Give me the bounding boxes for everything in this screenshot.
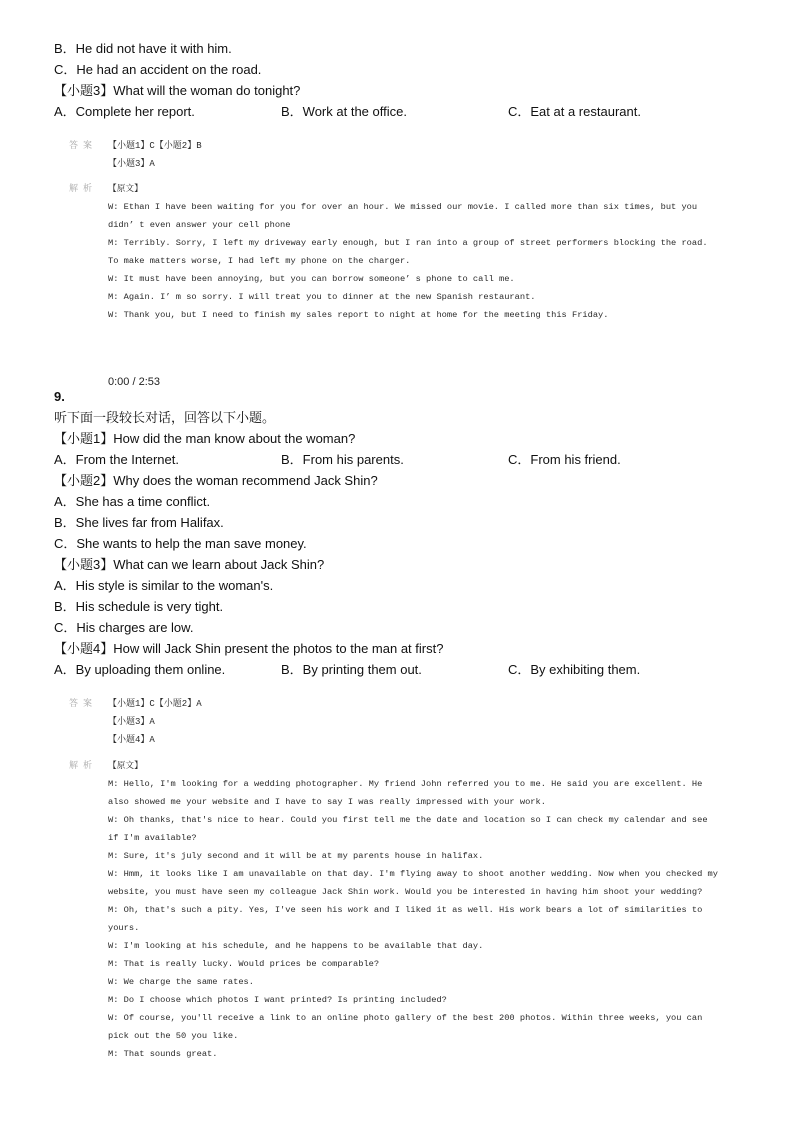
q8-sub3-options [54, 101, 641, 122]
q9-sub1-option-a: A．From the Internet. [54, 452, 179, 467]
transcript-line: website, you must have seen my colleague Jack Shin work. Would you be interested in having him shoot your wedding? [108, 887, 703, 897]
q9-sub4-options [54, 659, 640, 680]
q8-transcript-heading: 【原文】 [108, 184, 143, 194]
audio-time: 0:00 / 2:53 [108, 376, 160, 388]
q9-sub1-option-c: C．From his friend. [508, 452, 621, 467]
transcript-line: W: I'm looking at his schedule, and he happens to be available that day. [108, 941, 484, 951]
q9-sub2-question: 【小题2】Why does the woman recommend Jack Shin? [54, 473, 378, 488]
q9-sub4-option-a: A．By uploading them online. [54, 662, 226, 677]
q9-sub1-options [54, 449, 640, 470]
transcript-line: M: Again. I’ m so sorry. I will treat you to dinner at the new Spanish restaurant. [108, 292, 536, 302]
transcript-line: W: Of course, you'll receive a link to an online photo gallery of the best 200 photos. Within three weeks, you can [108, 1013, 703, 1023]
q9-answer-line: 【小题1】C【小题2】A [108, 699, 202, 709]
transcript-line: To make matters worse, I had left my phone on the charger. [108, 256, 411, 266]
q9-sub1-option-b: B．From his parents. [281, 452, 404, 467]
q8-answer-label: 答案 [69, 141, 98, 151]
q9-sub2-option-c: C．She wants to help the man save money. [54, 536, 307, 551]
q9-answer-block [108, 695, 202, 749]
transcript-line: W: It must have been annoying, but you can borrow someone’ s phone to call me. [108, 274, 515, 284]
q9 [54, 386, 640, 680]
q8-option-c: C．He had an accident on the road. [54, 62, 262, 77]
transcript-line: W: Thank you, but I need to finish my sales report to night at home for the meeting this Friday. [108, 310, 609, 320]
transcript-line: also showed me your website and I have to say I was really impressed with your work. [108, 797, 546, 807]
transcript-line: yours. [108, 923, 140, 933]
q9-sub2-option-a: A．She has a time conflict. [54, 494, 211, 509]
transcript-line: M: Do I choose which photos I want printed? Is printing included? [108, 995, 447, 1005]
transcript-line: pick out the 50 you like. [108, 1031, 239, 1041]
transcript-line: didn’ t even answer your cell phone [108, 220, 291, 230]
q8-answer-line: 【小题3】A [108, 159, 155, 169]
transcript-line: M: Sure, it's july second and it will be at my parents house in halifax. [108, 851, 484, 861]
transcript-line: M: Hello, I'm looking for a wedding photographer. My friend John referred you to me. He said you are excellent. He [108, 779, 703, 789]
transcript-line: M: That sounds great. [108, 1049, 218, 1059]
q9-sub3-question: 【小题3】What can we learn about Jack Shin? [54, 557, 325, 572]
q9-sub3-option-c: C．His charges are low. [54, 620, 194, 635]
q9-sub3-option-b: B．His schedule is very tight. [54, 599, 224, 614]
transcript-line: W: Oh thanks, that's nice to hear. Could you first tell me the date and location so I can check my calendar and see [108, 815, 708, 825]
q8-answer-block [108, 137, 202, 173]
q8-sub3-question: 【小题3】What will the woman do tonight? [54, 83, 301, 98]
q8-analysis-label: 解析 [69, 184, 98, 194]
q9-sub4-option-b: B．By printing them out. [281, 662, 422, 677]
q8-answer-line: 【小题1】C【小题2】B [108, 141, 202, 151]
q9-answer-line: 【小题4】A [108, 735, 155, 745]
q8-option-b: B．He did not have it with him. [54, 41, 232, 56]
q9-answer-label: 答案 [69, 699, 98, 709]
q9-sub2-option-b: B．She lives far from Halifax. [54, 515, 224, 530]
q9-instruction: 听下面一段较长对话，回答以下小题。 [54, 410, 276, 425]
q9-sub4-question: 【小题4】How will Jack Shin present the photos to the man at first? [54, 641, 444, 656]
transcript-line: W: Ethan I have been waiting for you for over an hour. We missed our movie. I called more than six times, but you [108, 202, 698, 212]
q9-sub4-option-c: C．By exhibiting them. [508, 662, 641, 677]
q8-sub3-option-c: C．Eat at a restaurant. [508, 104, 641, 119]
transcript-line: M: That is really lucky. Would prices be comparable? [108, 959, 380, 969]
q9-transcript [108, 757, 718, 1063]
q8-sub3-option-b: B．Work at the office. [281, 104, 407, 119]
transcript-line: M: Oh, that's such a pity. Yes, I've seen his work and I liked it as well. His work bears a lot of similarities to [108, 905, 703, 915]
q9-sub3-option-a: A．His style is similar to the woman's. [54, 578, 274, 593]
q8-transcript [108, 180, 708, 324]
transcript-line: M: Terribly. Sorry, I left my driveway early enough, but I ran into a group of street performers blocking the road. [108, 238, 708, 248]
transcript-line: if I'm available? [108, 833, 197, 843]
q9-transcript-heading: 【原文】 [108, 761, 143, 771]
q9-number: 9. [54, 389, 65, 404]
q9-analysis-label: 解析 [69, 761, 98, 771]
transcript-line: W: We charge the same rates. [108, 977, 254, 987]
transcript-line: W: Hmm, it looks like I am unavailable on that day. I'm flying away to shoot another wedding. Now when you checked my [108, 869, 718, 879]
q8-sub3-option-a: A．Complete her report. [54, 104, 195, 119]
q9-answer-line: 【小题3】A [108, 717, 155, 727]
q8-tail [54, 38, 641, 122]
q9-sub1-question: 【小题1】How did the man know about the woman? [54, 431, 356, 446]
